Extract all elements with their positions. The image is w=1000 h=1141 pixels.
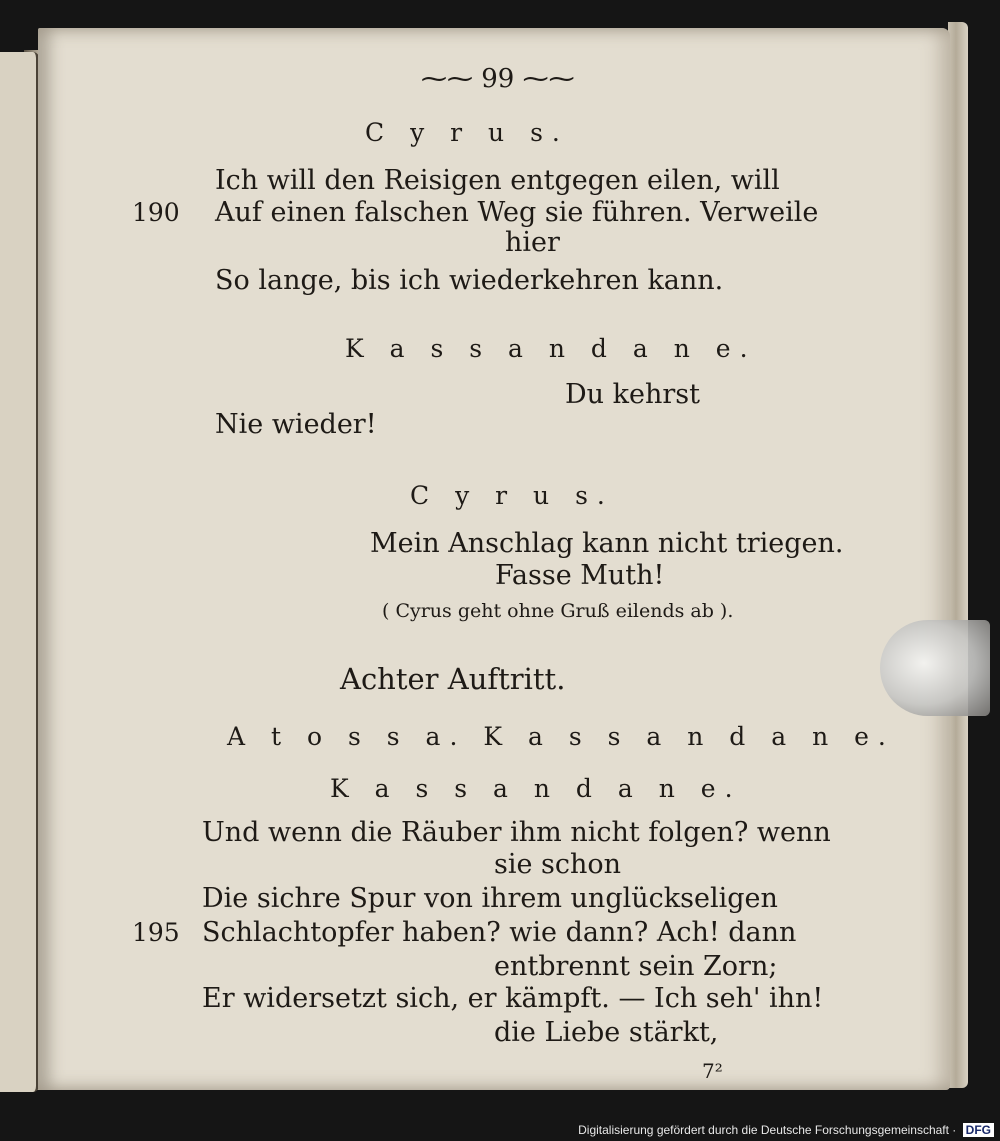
page-signature: 7² [702,1059,723,1083]
page-header: ⁓⁓ 99 ⁓⁓ [421,64,575,94]
speaker-cyrus: C y r u s. [365,118,569,147]
stage-direction: ( Cyrus geht ohne Gruß eilends ab ). [382,600,734,622]
page-clip [880,620,990,716]
speaker-kassandane: K a s s a n d a n e. [345,334,757,363]
verse-line: sie schon [494,849,622,880]
speaker-cyrus: C y r u s. [410,481,614,510]
line-number: 190 [132,198,180,227]
verse-line: Ich will den Reisigen entgegen eilen, will [215,165,780,196]
verse-line: Nie wieder! [215,409,377,440]
verse-line: Und wenn die Räuber ihm nicht folgen? wenn [202,817,831,848]
verse-line: Mein Anschlag kann nicht triegen. [370,528,844,559]
scene-heading: Achter Auftritt. [340,662,566,696]
line-number: 195 [132,918,180,947]
verse-line: die Liebe stärkt, [494,1017,719,1048]
left-page-edge [0,52,39,1092]
footer-text: Digitalisierung gefördert durch die Deutsche Forschungsgemeinschaft · [578,1123,957,1137]
speaker-kassandane: K a s s a n d a n e. [330,774,742,803]
page-stack-edge [948,22,968,1088]
footer-credit [578,1123,994,1137]
verse-line: Fasse Muth! [495,560,665,591]
verse-line: Du kehrst [565,379,700,410]
verse-line: Auf einen falschen Weg sie führen. Verweile [215,197,819,228]
dfg-logo: DFG [963,1123,994,1137]
verse-line: entbrennt sein Zorn; [494,951,778,982]
verse-line: Schlachtopfer haben? wie dann? Ach! dann [202,917,797,948]
verse-line: hier [505,227,560,258]
speaker-list: A t o s s a. K a s s a n d a n e. [227,722,895,751]
book-page [38,28,950,1090]
verse-line: So lange, bis ich wiederkehren kann. [215,265,724,296]
verse-line: Er widersetzt sich, er kämpft. — Ich seh' ihn! [202,983,824,1014]
verse-line: Die sichre Spur von ihrem unglückseligen [202,883,778,914]
